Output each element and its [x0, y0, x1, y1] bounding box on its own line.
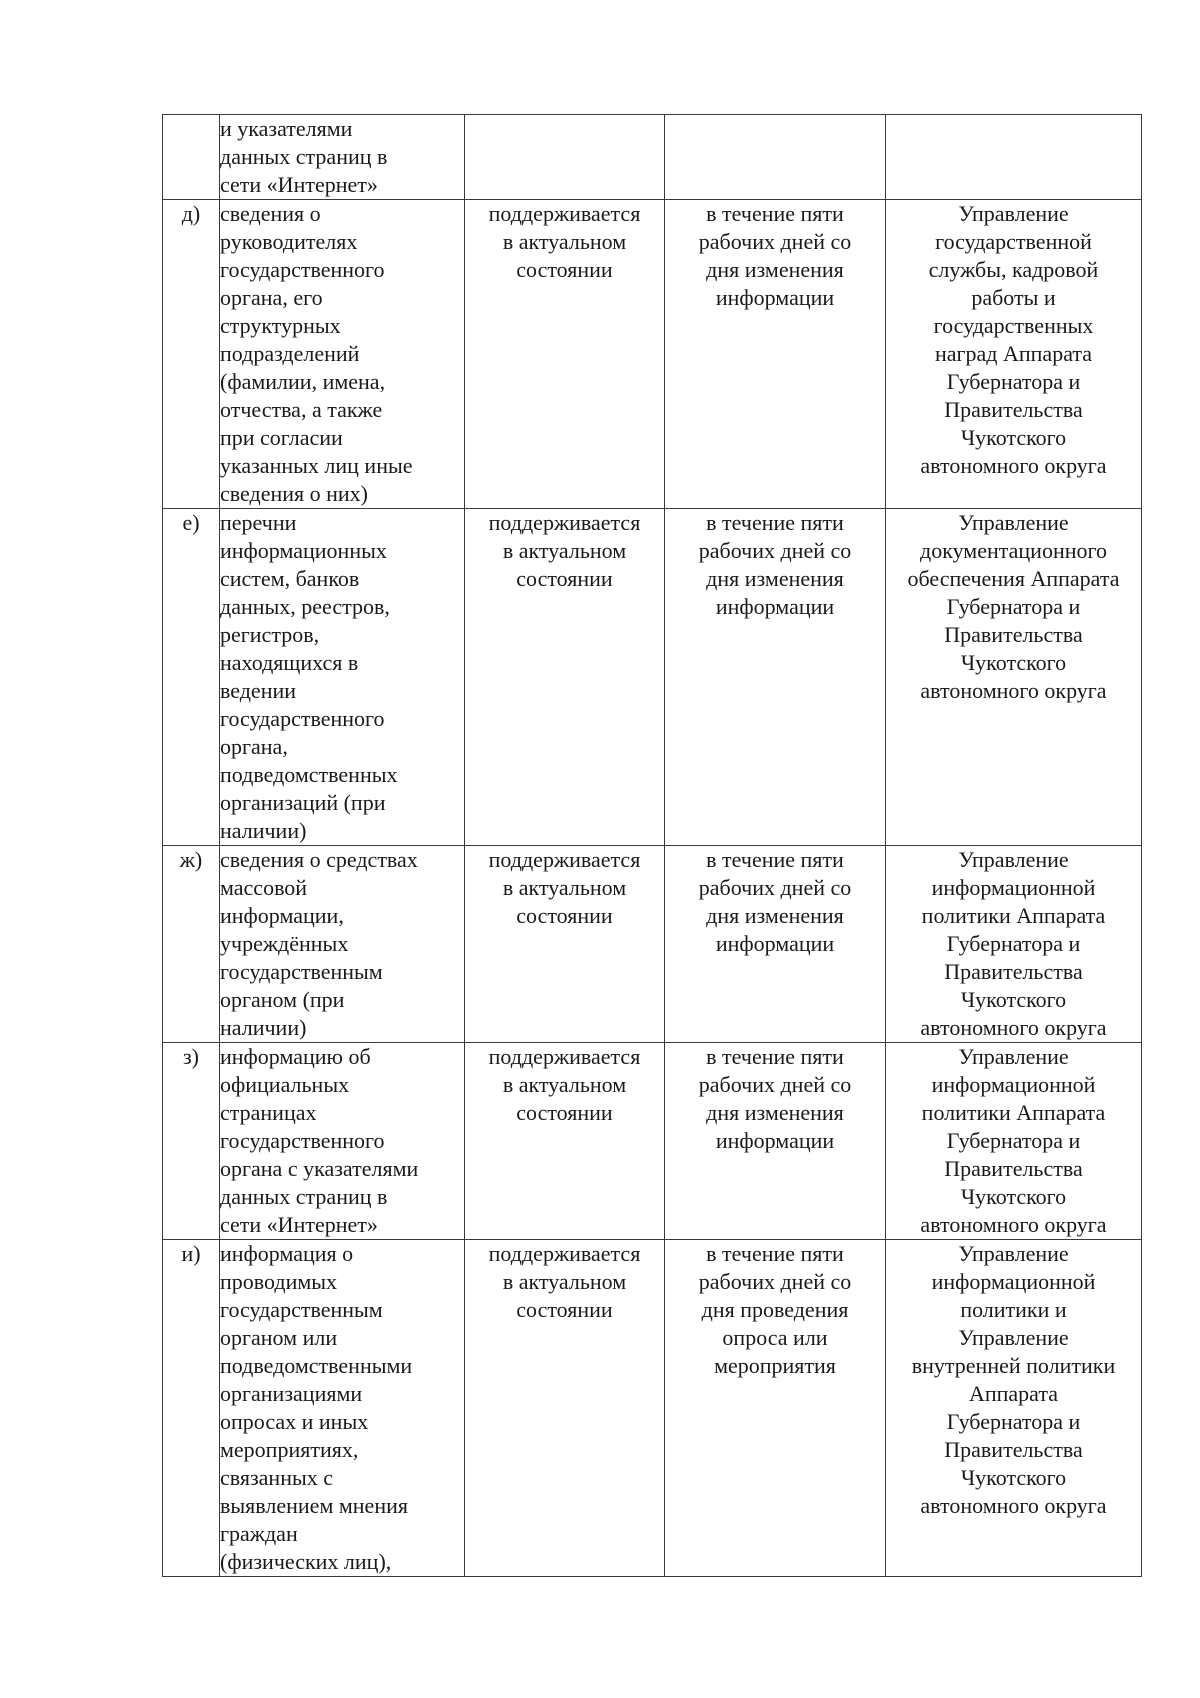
row-letter-cell: и) — [163, 1240, 220, 1577]
row-status-cell: поддерживается в актуальном состоянии — [465, 846, 665, 1043]
row-letter-cell: д) — [163, 200, 220, 509]
row-description-cell: информация о проводимых государственным органом или подведомственными организациями опросах и иных мероприятиях, связанных с выявлением мнения граждан (физических лиц), — [220, 1240, 465, 1577]
row-deadline-cell: в течение пяти рабочих дней со дня изменения информации — [665, 1043, 886, 1240]
row-status-cell: поддерживается в актуальном состоянии — [465, 509, 665, 846]
information-table — [162, 114, 1142, 1577]
row-responsible-cell: Управление документационного обеспечения Аппарата Губернатора и Правительства Чукотского автономного округа — [886, 509, 1142, 846]
row-letter-cell: з) — [163, 1043, 220, 1240]
row-responsible-cell: Управление информационной политики Аппарата Губернатора и Правительства Чукотского автономного округа — [886, 846, 1142, 1043]
row-description-cell: информацию об официальных страницах государственного органа с указателями данных страниц в сети «Интернет» — [220, 1043, 465, 1240]
row-status-cell: поддерживается в актуальном состоянии — [465, 1043, 665, 1240]
table-row — [163, 1240, 1142, 1577]
row-deadline-cell: в течение пяти рабочих дней со дня проведения опроса или мероприятия — [665, 1240, 886, 1577]
row-deadline-cell: в течение пяти рабочих дней со дня изменения информации — [665, 509, 886, 846]
row-letter-cell: ж) — [163, 846, 220, 1043]
row-responsible-cell: Управление информационной политики и Управление внутренней политики Аппарата Губернатора и Правительства Чукотского автономного округа — [886, 1240, 1142, 1577]
table-row — [163, 509, 1142, 846]
row-status-cell: поддерживается в актуальном состоянии — [465, 200, 665, 509]
row-status-cell — [465, 115, 665, 200]
row-description-cell: перечни информационных систем, банков данных, реестров, регистров, находящихся в ведении государственного органа, подведомственных организаций (при наличии) — [220, 509, 465, 846]
row-status-cell: поддерживается в актуальном состоянии — [465, 1240, 665, 1577]
row-description-cell: сведения о руководителях государственного органа, его структурных подразделений (фамилии, имена, отчества, а также при согласии указанных лиц иные сведения о них) — [220, 200, 465, 509]
row-deadline-cell — [665, 115, 886, 200]
row-responsible-cell — [886, 115, 1142, 200]
table-row — [163, 846, 1142, 1043]
row-description-cell: и указателями данных страниц в сети «Интернет» — [220, 115, 465, 200]
row-letter-cell — [163, 115, 220, 200]
table-row — [163, 1043, 1142, 1240]
row-deadline-cell: в течение пяти рабочих дней со дня изменения информации — [665, 846, 886, 1043]
row-deadline-cell: в течение пяти рабочих дней со дня изменения информации — [665, 200, 886, 509]
table-row — [163, 115, 1142, 200]
row-description-cell: сведения о средствах массовой информации, учреждённых государственным органом (при наличии) — [220, 846, 465, 1043]
table-row — [163, 200, 1142, 509]
row-responsible-cell: Управление информационной политики Аппарата Губернатора и Правительства Чукотского автономного округа — [886, 1043, 1142, 1240]
row-responsible-cell: Управление государственной службы, кадровой работы и государственных наград Аппарата Губернатора и Правительства Чукотского автономного округа — [886, 200, 1142, 509]
row-letter-cell: е) — [163, 509, 220, 846]
